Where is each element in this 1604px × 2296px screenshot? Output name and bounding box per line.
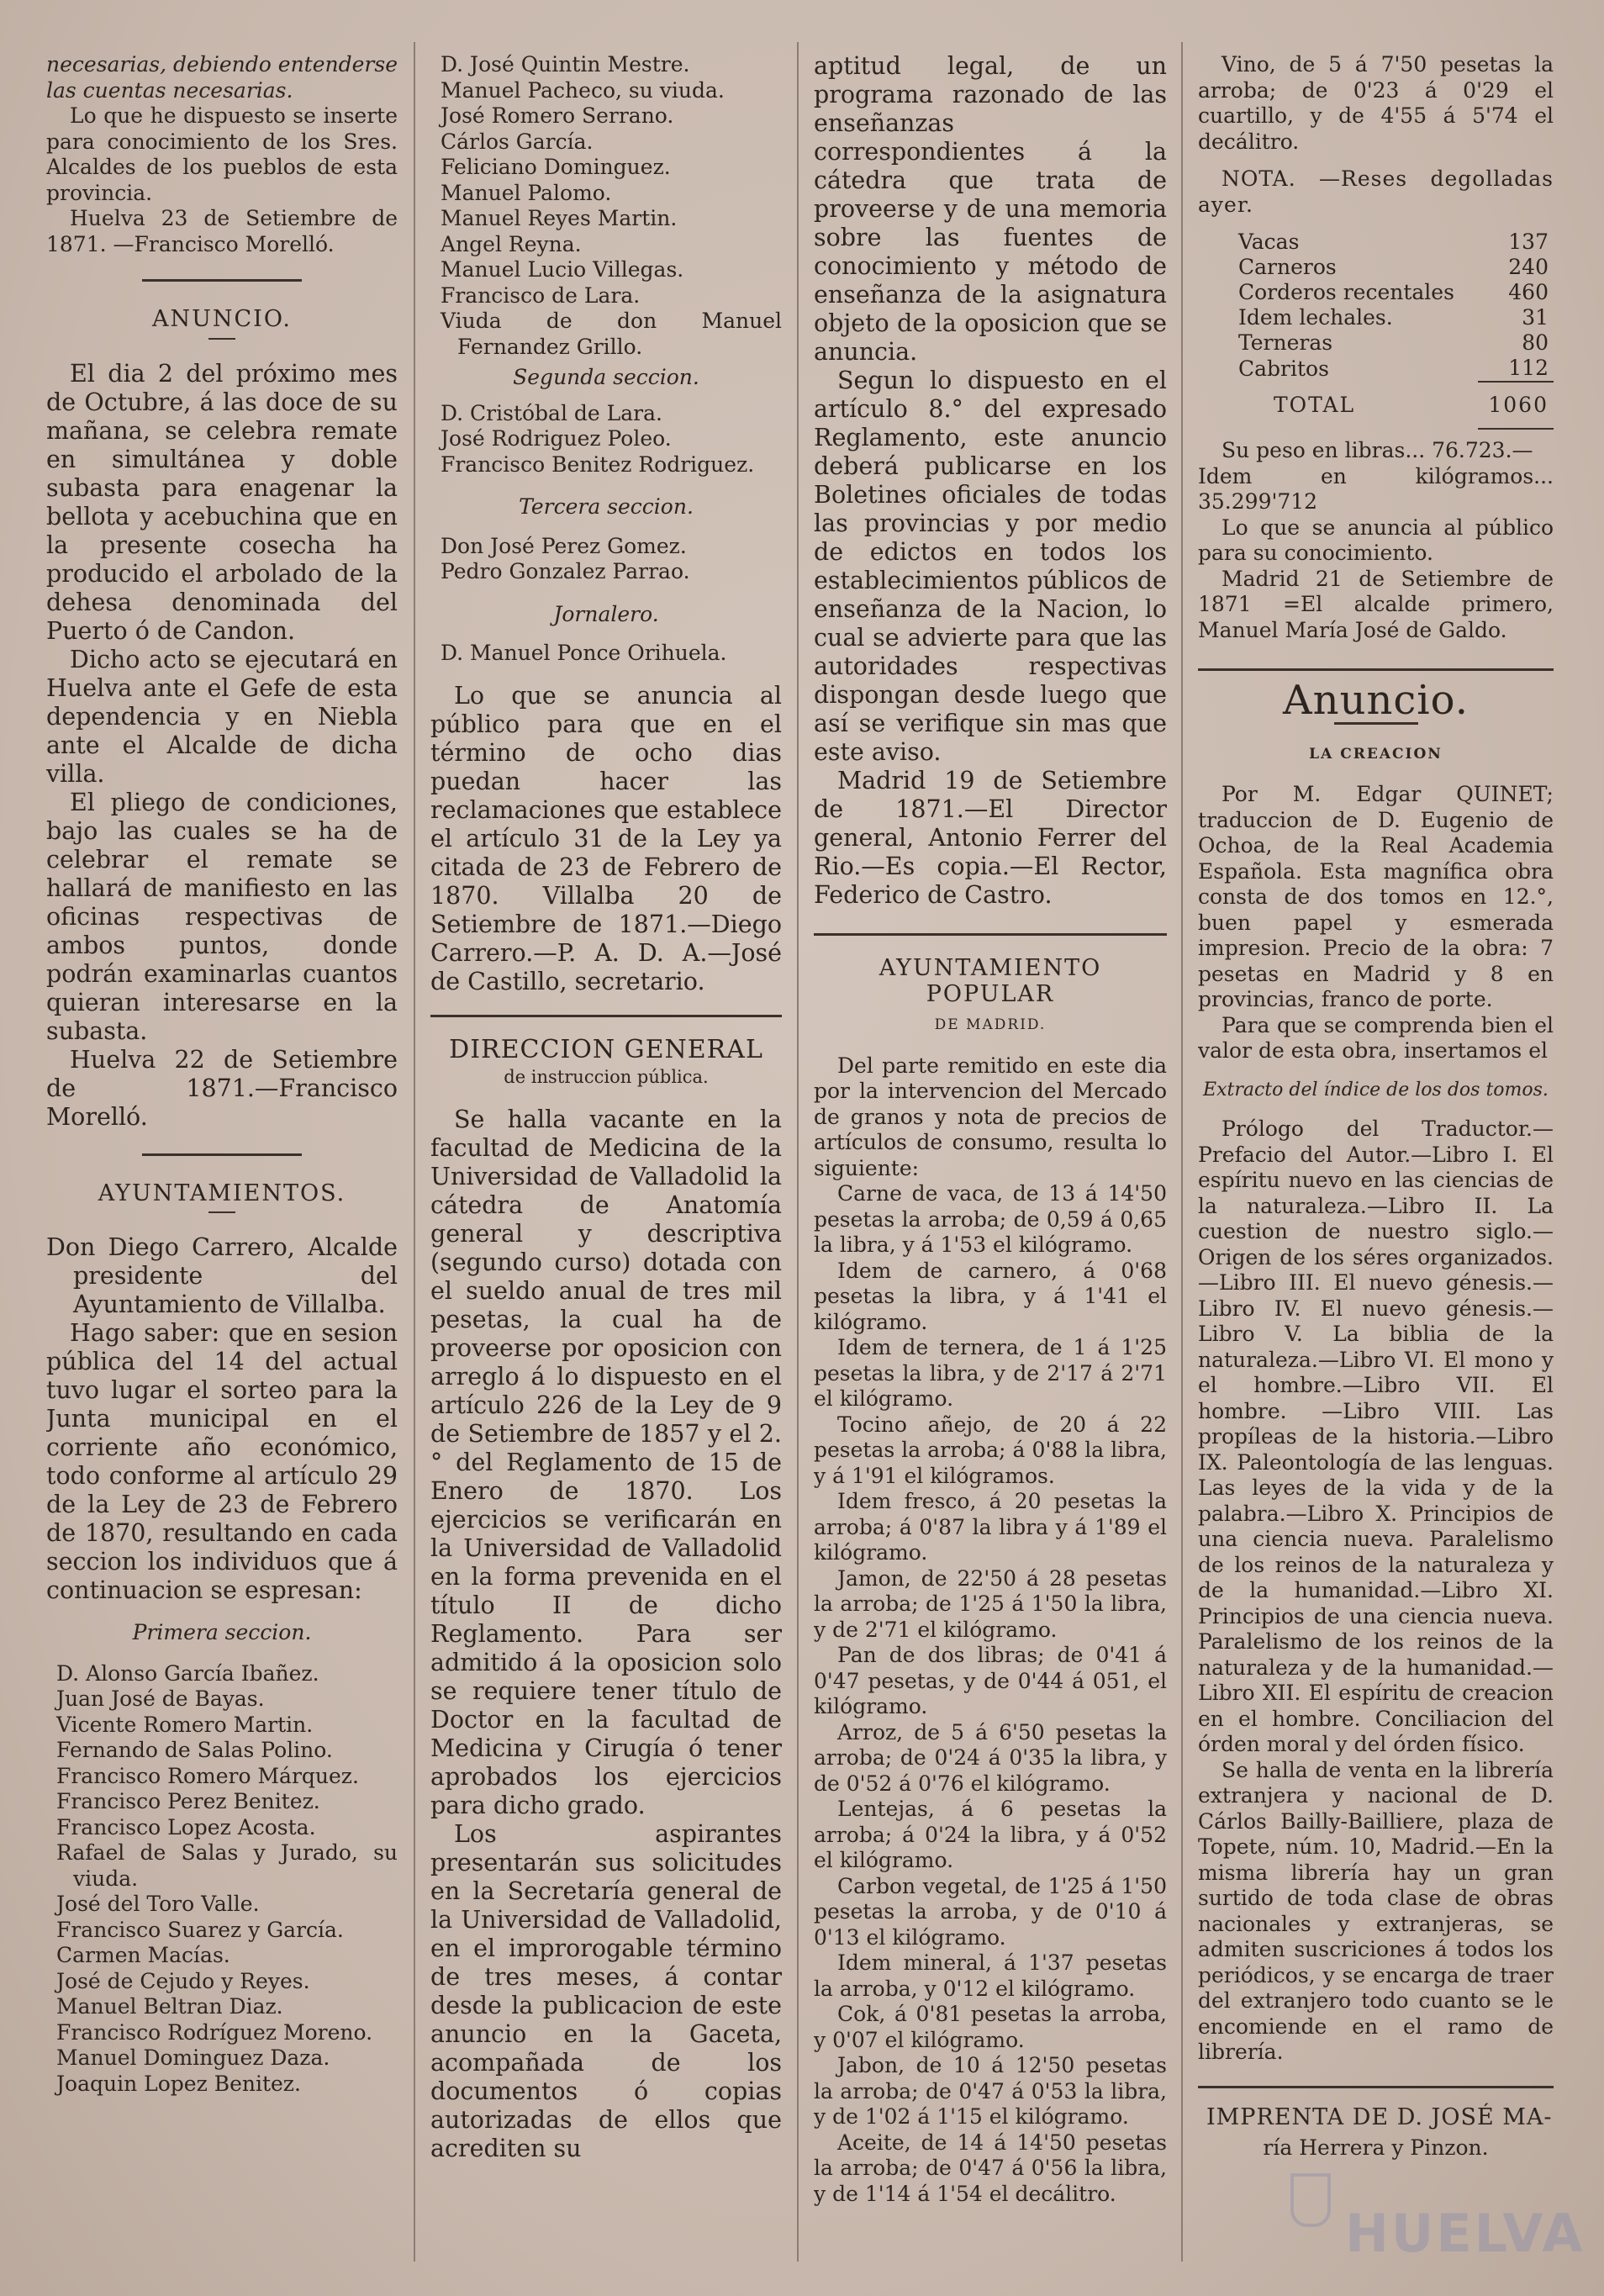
table-cell: 112 — [1478, 356, 1554, 382]
list-item: Francisco Suarez y García. — [56, 1917, 344, 1942]
paragraph: El dia 2 del próximo mes de Octubre, á las doce de su mañana, se celebra remate en simultánea y doble subasta para enagenar la bellota y acebuchina que en la presente cosecha ha producido el arbolado de la dehesa denominada del Puerto ó de Candon. — [46, 359, 398, 645]
column-3 — [814, 52, 1167, 2272]
table-cell: 240 — [1508, 255, 1549, 279]
table-cell: 31 — [1522, 305, 1549, 330]
signature: Huelva 23 de Setiembre de 1871. —Francisco Morelló. — [46, 206, 398, 256]
paragraph: Del parte remitido en este dia por la intervencion del Mercado de granos y nota de precios de artículos de consumo, resulta lo siguiente: — [814, 1053, 1167, 1180]
column-2 — [430, 52, 782, 2272]
table-row — [1198, 280, 1554, 305]
price-item: Carbon vegetal, de 1'25 á 1'50 pesetas la arroba, y de 0'10 á 0'13 el kilógramo. — [814, 1873, 1167, 1950]
list-item: Francisco Benitez Rodriguez. — [441, 451, 755, 477]
divider — [142, 279, 302, 282]
paragraph: Idem en kilógramos... 35.299'712 — [1198, 463, 1554, 514]
printer-line: ría Herrera y Pinzon. — [1263, 2135, 1489, 2160]
list-item: José del Toro Valle. — [56, 1892, 260, 1916]
table-cell: Carneros — [1238, 255, 1337, 279]
paragraph: Prólogo del Traductor.—Prefacio del Autor.—Libro I. El espíritu nuevo en las ciencias de la naturaleza.—Libro II. La cuestion de nuestro siglo.—Origen de los séres organizados.—Libro III. El nuevo génesis.—Libro IV. El nuevo génesis.—Libro V. La biblia de la naturaleza.—Libro VI. El mono y el hombre.—Libro VII. El hombre. —Libro VIII. Las propíleas de la historia.—Libro IX. Paleontología de las lenguas. Las leyes de la vida y de la palabra.—Libro X. Principios de una ciencia nueva. Paralelismo de los reinos de la naturaleza y de la humanidad.—Libro XI. Principios de una ciencia nueva. Paralelismo de los reinos de la naturaleza y de la humanidad.—Libro XII. El espíritu de creacion en el hombre. Conciliacion del órden moral y del órden físico. — [1198, 1116, 1554, 1756]
table-row — [1198, 255, 1554, 280]
list-item: Viuda de don Manuel Fernandez Grillo. — [441, 309, 782, 359]
list-item: Feliciano Dominguez. — [441, 155, 671, 179]
watermark: HUELVA — [1345, 2203, 1586, 2264]
price-item: Lentejas, á 6 pesetas la arroba; á 0'24 la libra, y á 0'52 el kilógramo. — [814, 1797, 1167, 1872]
column-rule — [797, 42, 799, 2262]
printer-line: IMPRENTA DE D. JOSÉ MA- — [1206, 2103, 1553, 2130]
list-item: Francisco de Lara. — [441, 282, 641, 308]
list-item: José de Cejudo y Reyes. — [56, 1968, 310, 1993]
list-item: Juan José de Bayas. — [56, 1686, 265, 1711]
divider — [814, 933, 1167, 936]
price-item: Cok, á 0'81 pesetas la arroba, y 0'07 el kilógramo. — [814, 2002, 1167, 2052]
divider — [1198, 668, 1554, 671]
table-cell: 137 — [1508, 230, 1549, 254]
paragraph: Para que se comprenda bien el valor de esta obra, insertamos el — [1198, 1012, 1554, 1063]
table-row — [1198, 330, 1554, 356]
price-item: Idem mineral, á 1'37 pesetas la arroba, y 0'12 el kilógramo. — [814, 1950, 1167, 2001]
list-item: D. Alonso García Ibañez. — [56, 1660, 319, 1686]
list-item: D. José Quintin Mestre. — [441, 52, 690, 77]
list-item: Angel Reyna. — [441, 231, 582, 256]
intro-text: necesarias, debiendo entenderse las cuentas necesarias. — [46, 52, 398, 103]
list-item: Manuel Lucio Villegas. — [441, 257, 684, 282]
list-item: D. Manuel Ponce Orihuela. — [441, 641, 727, 665]
paragraph: aptitud legal, de un programa razonado de las enseñanzas correspondientes á la cátedra que trata de proveerse y de una memoria sobre las fuentes de conocimiento y método de enseñanza de la asignatura objeto de la oposicion que se anuncia. — [814, 52, 1167, 366]
list-item: Vicente Romero Martin. — [56, 1712, 314, 1737]
paragraph: Don Diego Carrero, Alcalde presidente del Ayuntamiento de Villalba. — [46, 1233, 398, 1318]
list-item: Manuel Beltran Diaz. — [56, 1994, 283, 2019]
list-item: Don José Perez Gomez. — [441, 533, 687, 558]
table-row — [1198, 230, 1554, 255]
list-item: Rafael de Salas y Jurado, su viuda. — [56, 1840, 398, 1891]
table-cell: TOTAL — [1274, 393, 1356, 417]
divider — [1198, 2086, 1554, 2088]
paragraph: Lo que he dispuesto se inserte para conocimiento de los Sres. Alcaldes de los pueblos de esta provincia. — [46, 103, 398, 205]
note-heading: NOTA. —Reses degolladas ayer. — [1198, 166, 1554, 217]
section-subheading: DE MADRID. — [934, 1016, 1047, 1033]
column-1 — [46, 52, 398, 2272]
paragraph: Por M. Edgar QUINET; traduccion de D. Eugenio de Ochoa, de la Real Academia Española. Esta magnífica obra consta de dos tomos en 12.°, buen papel y esmerada impresion. Precio de la obra: 7 pesetas en Madrid y 8 en provincias, franco de porte. — [1198, 782, 1554, 1011]
price-item: Idem fresco, á 20 pesetas la arroba; á 0'87 la libra y á 1'89 el kilógramo. — [814, 1489, 1167, 1565]
price-item: Vino, de 5 á 7'50 pesetas la arroba; de 0'23 á 0'29 el cuartillo, y de 4'55 á 5'74 el decálitro. — [1198, 52, 1554, 154]
signature: Madrid 19 de Setiembre de 1871.—El Director general, Antonio Ferrer del Rio.—Es copia.—El Rector, Federico de Castro. — [814, 767, 1167, 909]
section-heading: AYUNTAMIENTO POPULAR — [879, 955, 1102, 1007]
paragraph: Lo que se anuncia al público para su conocimiento. — [1198, 515, 1554, 565]
section-heading: AYUNTAMIENTOS. — [98, 1180, 346, 1206]
column-rule — [1181, 42, 1183, 2262]
book-title: LA CREACION — [1309, 745, 1443, 763]
list-item: Francisco Perez Benitez. — [56, 1789, 320, 1813]
price-item: Tocino añejo, de 20 á 22 pesetas la arroba; á 0'88 la libra, y á 1'91 el kilógramos. — [814, 1412, 1167, 1488]
paragraph: Hago saber: que en sesion pública del 14 del actual tuvo lugar el sorteo para la Junta municipal en el corriente año económico, todo conforme al artículo 29 de la Ley de 23 de Febrero de 1870, resultando en cada seccion los individuos que á continuacion se espresan: — [46, 1319, 398, 1604]
table-cell: Cabritos — [1238, 356, 1329, 381]
section-subheading: de instruccion pública. — [504, 1067, 709, 1087]
list-item: D. Cristóbal de Lara. — [441, 400, 662, 425]
paragraph: Dicho acto se ejecutará en Huelva ante el Gefe de esta dependencia y en Niebla ante el Alcalde de dicha villa. — [46, 645, 398, 788]
table-cell: 460 — [1508, 280, 1549, 304]
paragraph: El pliego de condiciones, bajo las cuales se ha de celebrar el remate se hallará de manifiesto en las oficinas respectivas de ambos puntos, donde podrán examinarlas cuantos quieran interesarse en la subasta. — [46, 788, 398, 1045]
table-row — [1198, 356, 1554, 382]
subsection-heading: Jornalero. — [553, 601, 659, 626]
table-cell: 80 — [1522, 330, 1549, 355]
list-item: José Rodriguez Poleo. — [441, 426, 672, 451]
list-item: Manuel Pacheco, su viuda. — [441, 77, 725, 103]
paragraph: Lo que se anuncia al público para que en el término de ocho dias puedan hacer las reclamaciones que establece el artículo 31 de la Ley ya citada de 23 de Febrero de 1870. Villalba 20 de Setiembre de 1871.—Diego Carrero.—P. A. D. A.—José de Castillo, secretario. — [430, 681, 782, 995]
divider — [142, 1153, 302, 1156]
table-cell: Idem lechales. — [1238, 305, 1393, 330]
subsection-heading: Segunda seccion. — [513, 365, 699, 389]
paragraph: Su peso en libras... 76.723.— — [1221, 438, 1533, 462]
paragraph: Se halla de venta en la librería extranjera y nacional de D. Cárlos Bailly-Bailliere, plaza de Topete, núm. 10, Madrid.—En la misma librería hay un gran surtido de toda clase de obras nacionales y extranjeras, se admiten suscriciones á todos los periódicos, y se encarga de traer del extranjero todo cuanto se le encomiende en el ramo de librería. — [1198, 1757, 1554, 2064]
section-heading: DIRECCION GENERAL — [449, 1034, 763, 1064]
section-heading: ANUNCIO. — [152, 306, 292, 332]
section-heading: Anuncio. — [1283, 677, 1469, 724]
divider — [208, 338, 235, 340]
list-item: Joaquin Lopez Benitez. — [56, 2071, 301, 2096]
table-cell: Terneras — [1238, 330, 1333, 355]
signature: Madrid 21 de Setiembre de 1871 =El alcalde primero, Manuel María José de Galdo. — [1198, 566, 1554, 642]
column-4 — [1198, 52, 1554, 2272]
column-rule — [414, 42, 415, 2262]
list-item: Cárlos García. — [441, 129, 594, 154]
table-cell: 1060 — [1478, 382, 1554, 429]
price-item: Jabon, de 10 á 12'50 pesetas la arroba; de 0'47 á 0'53 la libra, y de 1'02 á 1'15 el kilógramo. — [814, 2053, 1167, 2129]
signature: Huelva 22 de Setiembre de 1871.—Francisco Morelló. — [46, 1045, 398, 1131]
list-item: Francisco Lopez Acosta. — [56, 1814, 316, 1839]
list-item: Manuel Palomo. — [441, 180, 612, 205]
divider — [430, 1015, 782, 1017]
table-row-total — [1198, 382, 1554, 429]
price-item: Pan de dos libras; de 0'41 á 0'47 pesetas, y de 0'44 á 051, el kilógramo. — [814, 1643, 1167, 1718]
table-cell: Corderos recentales — [1238, 280, 1454, 304]
list-item: Pedro Gonzalez Parrao. — [441, 559, 690, 583]
price-item: Carne de vaca, de 13 á 14'50 pesetas la arroba; de 0,59 á 0,65 la libra, y á 1'53 el kilógramo. — [814, 1181, 1167, 1257]
list-item: Fernando de Salas Polino. — [56, 1738, 333, 1762]
list-item: José Romero Serrano. — [441, 103, 674, 128]
list-item: Carmen Macías. — [56, 1943, 230, 1967]
table-row — [1198, 305, 1554, 330]
price-item: Arroz, de 5 á 6'50 pesetas la arroba; de 0'24 á 0'35 la libra, y de 0'52 á 0'76 el kilógramo. — [814, 1719, 1167, 1796]
subsection-heading: Extracto del índice de los dos tomos. — [1203, 1079, 1549, 1100]
price-item: Idem de ternera, de 1 á 1'25 pesetas la libra, y de 2'17 á 2'71 el kilógramo. — [814, 1335, 1167, 1411]
paragraph: Segun lo dispuesto en el artículo 8.° del expresado Reglamento, este anuncio deberá publicarse en los Boletines oficiales de todas las provincias y por medio de edictos en todos los establecimientos públicos de enseñanza de la Nacion, lo cual se advierte para que las autoridades respectivas dispongan desde luego que así se verifique sin mas que este aviso. — [814, 367, 1167, 766]
reses-table — [1198, 230, 1554, 430]
price-item: Aceite, de 14 á 14'50 pesetas la arroba; de 0'47 á 0'56 la libra, y de 1'14 á 1'54 el decálitro. — [814, 2130, 1167, 2206]
list-item: Francisco Rodríguez Moreno. — [56, 2019, 373, 2045]
list-item: Manuel Reyes Martin. — [441, 206, 678, 230]
subsection-heading: Tercera seccion. — [519, 494, 694, 519]
paragraph: Se halla vacante en la facultad de Medicina de la Universidad de Valladolid la cátedra de Anatomía general y descriptiva (segundo curso) dotada con el sueldo anual de tres mil pesetas, la cual ha de proveerse por oposicion con arreglo á lo dispuesto en el artículo 226 de la Ley de 9 de Setiembre de 1857 y el 2.° del Reglamento de 15 de Enero de 1870. Los ejercicios se verificarán en la Universidad de Valladolid en la forma prevenida en el título II de dicho Reglamento. Para ser admitido á la oposicion solo se requiere tener título de Doctor en la facultad de Medicina y Cirugía ó tener aprobados los ejercicios para dicho grado. — [430, 1105, 782, 1819]
price-item: Idem de carnero, á 0'68 pesetas la libra, y á 1'41 el kilógramo. — [814, 1258, 1167, 1334]
table-cell: Vacas — [1238, 230, 1300, 254]
list-item: Manuel Dominguez Daza. — [56, 2045, 330, 2070]
subsection-heading: Primera seccion. — [132, 1620, 312, 1644]
paragraph: Los aspirantes presentarán sus solicitudes en la Secretaría general de la Universidad de Valladolid, en el improrogable término de tres meses, á contar desde la publicacion de este anuncio en la Gaceta, acompañada de los documentos ó copias autorizadas de ellos que acrediten su — [430, 1819, 782, 2162]
divider — [208, 1211, 235, 1213]
list-item: Francisco Romero Márquez. — [56, 1763, 359, 1788]
price-item: Jamon, de 22'50 á 28 pesetas la arroba; de 1'25 á 1'50 la libra, y de 2'71 el kilógramo. — [814, 1565, 1167, 1642]
